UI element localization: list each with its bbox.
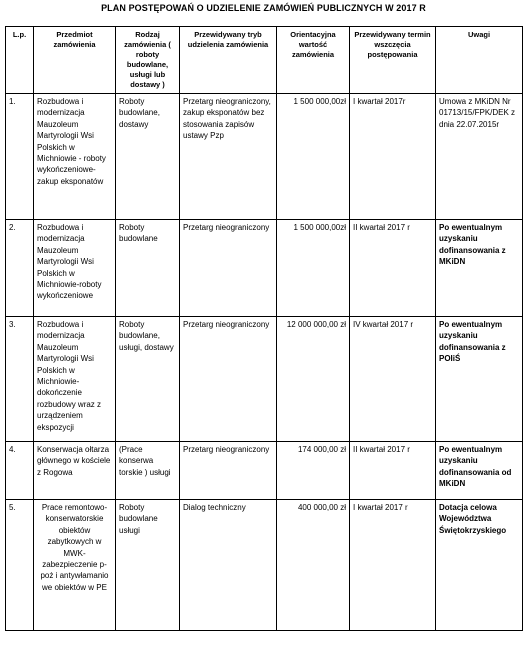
header-uwagi: Uwagi xyxy=(436,27,523,94)
cell-lp: 2. xyxy=(6,220,34,317)
cell-tryb: Przetarg nieograniczony xyxy=(180,442,277,500)
table-row xyxy=(6,500,523,631)
cell-rodzaj: Roboty budowlane, dostawy xyxy=(116,94,180,220)
header-termin: Przewidywany termin wszczęcia postępowania xyxy=(350,27,436,94)
cell-przedmiot: Prace remontowo-konserwatorskie obiektów zabytkowych w MWK-zabezpieczenie p-poż i antywłamanio we obiektów w PE xyxy=(34,500,116,631)
cell-rodzaj: Roboty budowlane, usługi, dostawy xyxy=(116,317,180,442)
cell-wartosc: 1 500 000,00zł xyxy=(277,220,350,317)
cell-tryb: Przetarg nieograniczony, zakup eksponatów bez stosowania zapisów ustawy Pzp xyxy=(180,94,277,220)
cell-uwagi: Umowa z MKiDN Nr 01713/15/FPK/DEK z dnia 22.07.2015r xyxy=(436,94,523,220)
header-rodzaj: Rodzaj zamówienia ( roboty budowlane, usługi lub dostawy ) xyxy=(116,27,180,94)
cell-uwagi: Po ewentualnym uzyskaniu dofinansowania od MKiDN xyxy=(436,442,523,500)
procurement-plan-table xyxy=(5,26,523,631)
cell-uwagi: Po ewentualnym uzyskaniu dofinansowania z MKiDN xyxy=(436,220,523,317)
table-row xyxy=(6,94,523,220)
cell-rodzaj: Roboty budowlane usługi xyxy=(116,500,180,631)
cell-tryb: Przetarg nieograniczony xyxy=(180,220,277,317)
cell-przedmiot: Rozbudowa i modernizacja Mauzoleum Martyrologii Wsi Polskich w Michniowie-roboty wykończeniowe xyxy=(34,220,116,317)
header-lp: L.p. xyxy=(6,27,34,94)
cell-rodzaj: Roboty budowlane xyxy=(116,220,180,317)
header-tryb: Przewidywany tryb udzielenia zamówienia xyxy=(180,27,277,94)
cell-lp: 5. xyxy=(6,500,34,631)
cell-termin: I kwartał 2017 r xyxy=(350,500,436,631)
cell-rodzaj: (Prace konserwa torskie ) usługi xyxy=(116,442,180,500)
cell-uwagi: Po ewentualnym uzyskaniu dofinansowania z POIiŚ xyxy=(436,317,523,442)
cell-przedmiot: Rozbudowa i modernizacja Mauzoleum Martyrologii Wsi Polskich w Michniowie - roboty wykończeniowe-zakup eksponatów xyxy=(34,94,116,220)
cell-lp: 4. xyxy=(6,442,34,500)
cell-termin: IV kwartał 2017 r xyxy=(350,317,436,442)
header-wartosc: Orientacyjna wartość zamówienia xyxy=(277,27,350,94)
table-row xyxy=(6,220,523,317)
cell-termin: I kwartał 2017r xyxy=(350,94,436,220)
cell-tryb: Przetarg nieograniczony xyxy=(180,317,277,442)
table-row xyxy=(6,442,523,500)
cell-przedmiot: Konserwacja ołtarza głównego w kościele z Rogowa xyxy=(34,442,116,500)
cell-lp: 1. xyxy=(6,94,34,220)
cell-termin: II kwartał 2017 r xyxy=(350,220,436,317)
cell-tryb: Dialog techniczny xyxy=(180,500,277,631)
cell-wartosc: 12 000 000,00 zł xyxy=(277,317,350,442)
cell-wartosc: 174 000,00 zł xyxy=(277,442,350,500)
document-title: PLAN POSTĘPOWAŃ O UDZIELENIE ZAMÓWIEŃ PUBLICZNYCH W 2017 R xyxy=(101,3,426,13)
table-row xyxy=(6,317,523,442)
cell-termin: II kwartał 2017 r xyxy=(350,442,436,500)
header-row xyxy=(6,27,523,94)
header-przedmiot: Przedmiot zamówienia xyxy=(34,27,116,94)
cell-wartosc: 400 000,00 zł xyxy=(277,500,350,631)
cell-uwagi: Dotacja celowa Województwa Świętokrzyskiego xyxy=(436,500,523,631)
cell-lp: 3. xyxy=(6,317,34,442)
cell-przedmiot: Rozbudowa i modernizacja Mauzoleum Martyrologii Wsi Polskich w Michniowie-dokończenie rozbudowy wraz z urządzeniem ekspozycji xyxy=(34,317,116,442)
cell-wartosc: 1 500 000,00zł xyxy=(277,94,350,220)
